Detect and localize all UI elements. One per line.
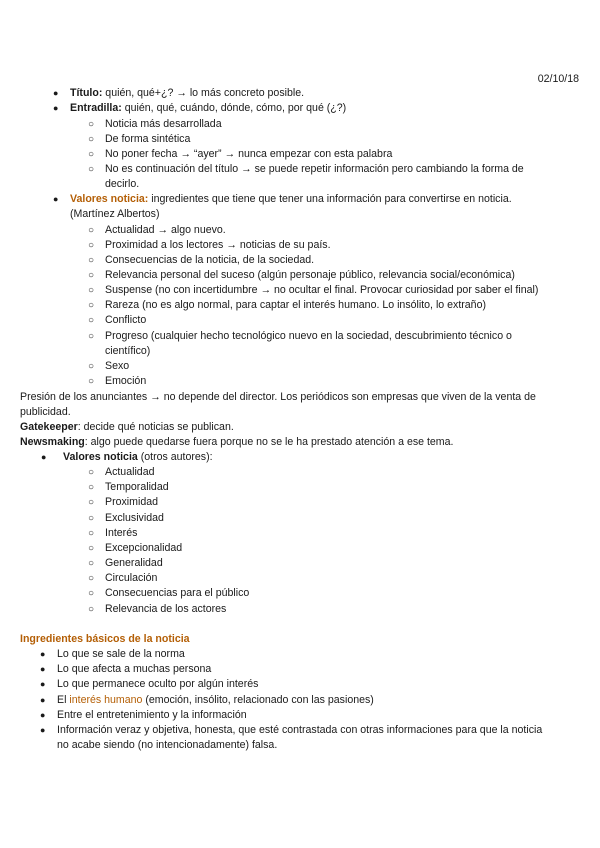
presion-line2: publicidad. (20, 406, 71, 418)
list-item: ○ Rareza (no es algo normal, para captar el interés humano. Lo insólito, lo extraño) (88, 299, 486, 311)
bullet-titulo: ● Título: quién, qué+¿? → lo más concreto posible. (53, 87, 305, 99)
list-item: ○ Interés (88, 527, 138, 539)
list-item: ○ No es continuación del título → se puede repetir información pero cambiando la forma de (88, 163, 524, 175)
gatekeeper: Gatekeeper: decide qué noticias se publican. (20, 421, 234, 433)
list-item: ● Información veraz y objetiva, honesta, que esté contrastada con otras informaciones para que la noticia (40, 724, 543, 736)
date: 02/10/18 (537, 73, 579, 85)
list-item: ○ Emoción (88, 375, 147, 387)
bullet-valores: ● Valores noticia: ingredientes que tiene que tener una información para convertirse en noticia. (53, 193, 512, 205)
list-item: ○ Sexo (88, 360, 130, 372)
list-item: ● Lo que afecta a muchas persona (40, 663, 212, 675)
list-item: ○ Exclusividad (88, 512, 164, 524)
newsmaking: Newsmaking: algo puede quedarse fuera porque no se le ha prestado atención a ese tema. (20, 436, 454, 448)
list-item: ○ De forma sintética (88, 133, 191, 145)
list-item: ○ Circulación (88, 572, 158, 584)
list-item: ○ Proximidad a los lectores → noticias de su país. (88, 239, 331, 251)
list-item: ○ Consecuencias de la noticia, de la sociedad. (88, 254, 315, 266)
list-item: ○ Actualidad (88, 466, 155, 478)
list-item: ○ Suspense (no con incertidumbre → no ocultar el final. Provocar curiosidad por saber el final) (88, 284, 539, 296)
presion-line1: Presión de los anunciantes → no depende del director. Los periódicos son empresas que viven de la venta de (20, 391, 536, 403)
list-item: ○ Actualidad → algo nuevo. (88, 224, 226, 236)
list-item-cont: decirlo. (105, 178, 140, 190)
list-item-cont: científico) (105, 345, 151, 357)
list-item: ○ Relevancia de los actores (88, 603, 227, 615)
list-item: ● Lo que se sale de la norma (40, 648, 185, 660)
list-item: ● Lo que permanece oculto por algún interés (40, 678, 259, 690)
list-item: ○ Proximidad (88, 496, 158, 508)
list-item: ○ Relevancia personal del suceso (algún personaje público, relevancia social/económica) (88, 269, 515, 281)
section-heading: Ingredientes básicos de la noticia (20, 633, 190, 645)
list-item: ○ Consecuencias para el público (88, 587, 250, 599)
list-item: ○ Conflicto (88, 314, 147, 326)
valores-author: (Martínez Albertos) (70, 208, 160, 220)
list-item: ○ Noticia más desarrollada (88, 118, 222, 130)
list-item: ○ Temporalidad (88, 481, 169, 493)
list-item: ○ Generalidad (88, 557, 163, 569)
bullet-valores2: ● Valores noticia (otros autores): (41, 451, 213, 463)
list-item: ○ Progreso (cualquier hecho tecnológico nuevo en la sociedad, descubrimiento técnico o (88, 330, 512, 342)
list-item: ○ No poner fecha → “ayer” → nunca empezar con esta palabra (88, 148, 393, 160)
list-item: ○ Excepcionalidad (88, 542, 183, 554)
list-item-cont: no acabe siendo (no intencionadamente) falsa. (57, 739, 278, 751)
bullet-entradilla: ● Entradilla: quién, qué, cuándo, dónde, cómo, por qué (¿?) (53, 102, 347, 114)
list-item: ● El interés humano (emoción, insólito, relacionado con las pasiones) (40, 694, 374, 706)
list-item: ● Entre el entretenimiento y la información (40, 709, 247, 721)
